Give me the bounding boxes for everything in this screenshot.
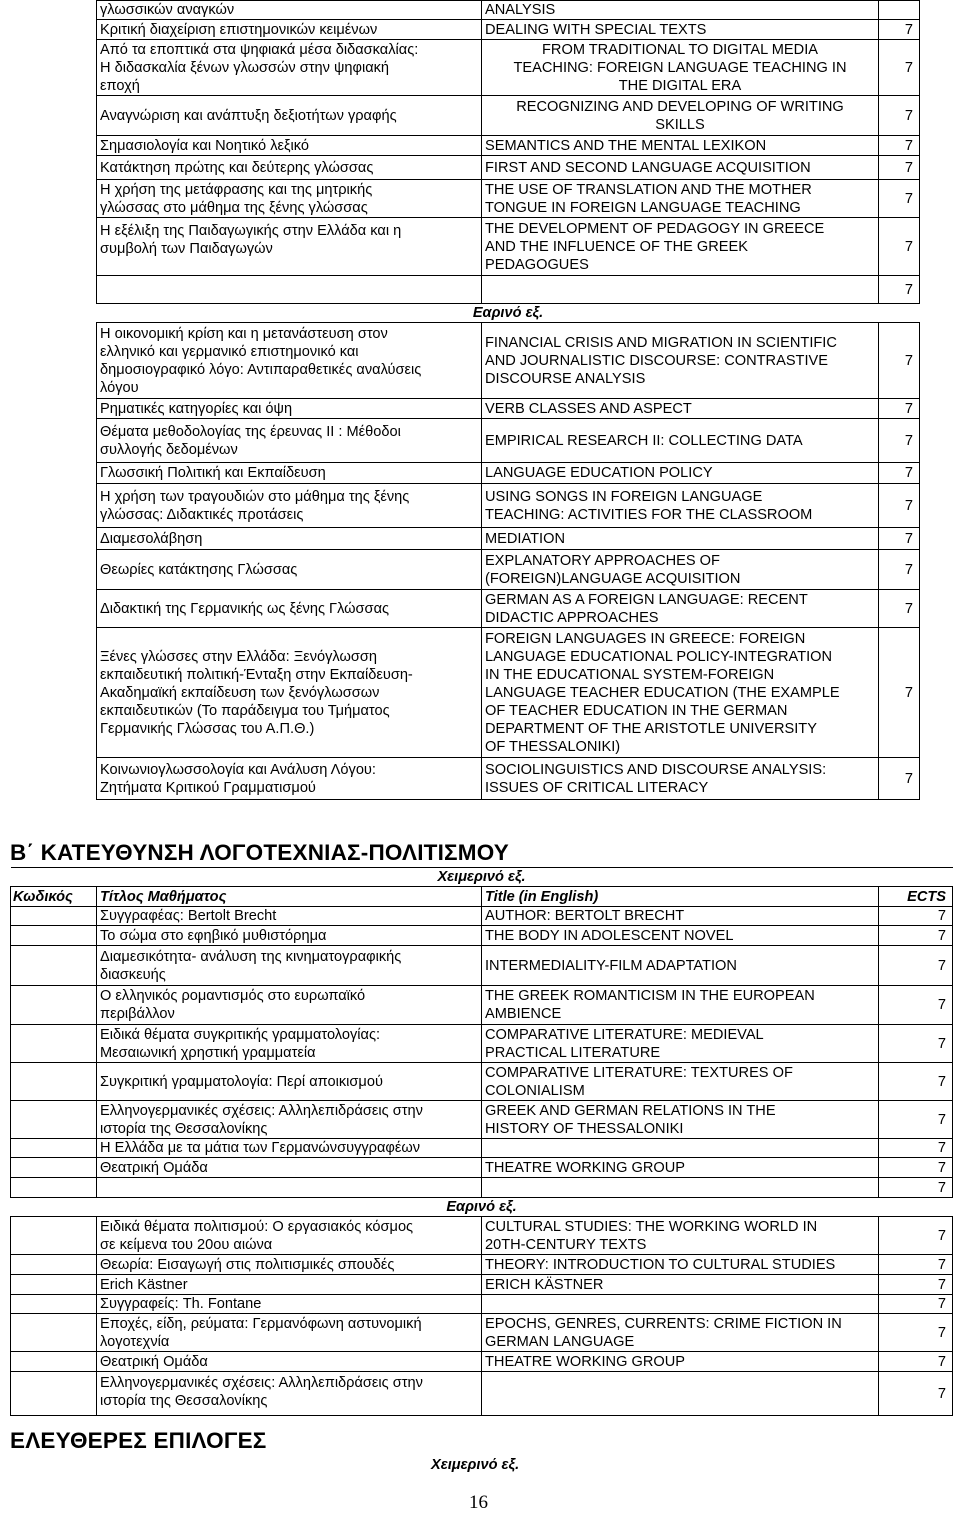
course-title-en: THE GREEK ROMANTICISM IN THE EUROPEAN AMBIENCE — [482, 986, 879, 1025]
course-title-en: USING SONGS IN FOREIGN LANGUAGE TEACHING: ACTIVITIES FOR THE CLASSROOM — [482, 484, 879, 528]
ects-value: 7 — [879, 1101, 953, 1139]
course-title-en: VERB CLASSES AND ASPECT — [482, 399, 879, 419]
ects-value: 7 — [879, 180, 920, 218]
course-title-en: ERICH KÄSTNER — [482, 1275, 879, 1295]
course-table-direction-a — [96, 0, 920, 800]
course-title-gr: Θεωρίες κατάκτησης Γλώσσας — [97, 550, 482, 590]
course-title-en: THE DEVELOPMENT OF PEDAGOGY IN GREECE AND THE INFLUENCE OF THE GREEK PEDAGOGUES — [482, 218, 879, 276]
ects-value: 7 — [879, 1139, 953, 1158]
course-title-gr: Το σώμα στο εφηβικό μυθιστόρημα — [97, 926, 482, 946]
ects-value: 7 — [879, 399, 920, 419]
course-code — [11, 1255, 97, 1275]
ects-value: 7 — [879, 419, 920, 463]
course-code — [11, 946, 97, 986]
column-header-code: Κωδικός — [11, 887, 97, 907]
ects-value: 7 — [879, 1255, 953, 1275]
course-code — [11, 1101, 97, 1139]
ects-value: 7 — [879, 96, 920, 136]
table-row — [11, 1139, 953, 1158]
course-title-en: EXPLANATORY APPROACHES OF (FOREIGN)LANGUAGE ACQUISITION — [482, 550, 879, 590]
course-title-gr: Η Ελλάδα με τα μάτια των Γερμανώνσυγγραφέων — [97, 1139, 482, 1158]
course-title-gr: Συγγραφείς: Th. Fontane — [97, 1295, 482, 1314]
course-title-gr: Διδακτική της Γερμανικής ως ξένης Γλώσσας — [97, 590, 482, 628]
table-row — [11, 986, 953, 1025]
course-code — [11, 1178, 97, 1198]
course-title-en: THE USE OF TRANSLATION AND THE MOTHER TONGUE IN FOREIGN LANGUAGE TEACHING — [482, 180, 879, 218]
course-title-gr: Η χρήση της μετάφρασης και της μητρικής γλώσσας στο μάθημα της ξένης γλώσσας — [97, 180, 482, 218]
course-code — [11, 1275, 97, 1295]
table-row — [97, 218, 920, 276]
ects-value: 7 — [879, 20, 920, 40]
table-row — [97, 136, 920, 156]
ects-value: 7 — [879, 136, 920, 156]
course-title-gr: Εποχές, είδη, ρεύματα: Γερμανόφωνη αστυνομική λογοτεχνία — [97, 1314, 482, 1352]
table-row — [97, 590, 920, 628]
ects-value: 7 — [879, 40, 920, 96]
table-row — [97, 20, 920, 40]
ects-value: 7 — [879, 986, 953, 1025]
course-title-en: SOCIOLINGUISTICS AND DISCOURSE ANALYSIS: ISSUES OF CRITICAL LITERACY — [482, 758, 879, 800]
course-title-gr — [97, 1178, 482, 1198]
ects-value: 7 — [879, 1275, 953, 1295]
ects-value: 7 — [879, 1352, 953, 1372]
course-title-en: CULTURAL STUDIES: THE WORKING WORLD IN 20TH-CENTURY TEXTS — [482, 1217, 879, 1255]
course-title-gr: Από τα εποπτικά στα ψηφιακά μέσα διδασκαλίας: Η διδασκαλία ξένων γλωσσών στην ψηφιακή εποχή — [97, 40, 482, 96]
course-code — [11, 1372, 97, 1416]
ects-value: 7 — [879, 276, 920, 304]
ects-value: 7 — [879, 463, 920, 484]
ects-value: 7 — [879, 484, 920, 528]
course-code — [11, 1295, 97, 1314]
page-number: 16 — [469, 1492, 488, 1513]
course-title-gr: Ο ελληνικός ρομαντισμός στο ευρωπαϊκό περιβάλλον — [97, 986, 482, 1025]
table-row — [11, 946, 953, 986]
course-title-en: GERMAN AS A FOREIGN LANGUAGE: RECENT DIDACTIC APPROACHES — [482, 590, 879, 628]
ects-value: 7 — [879, 1025, 953, 1063]
course-title-en: FINANCIAL CRISIS AND MIGRATION IN SCIENTIFIC AND JOURNALISTIC DISCOURSE: CONTRASTIVE DISCOURSE ANALYSIS — [482, 323, 879, 399]
table-row — [97, 40, 920, 96]
table-row — [11, 1178, 953, 1198]
course-title-en: EPOCHS, GENRES, CURRENTS: CRIME FICTION IN GERMAN LANGUAGE — [482, 1314, 879, 1352]
course-title-en: THEATRE WORKING GROUP — [482, 1352, 879, 1372]
table-row — [11, 1372, 953, 1416]
course-title-gr: Διαμεσολάβηση — [97, 528, 482, 550]
table-row — [11, 1217, 953, 1255]
course-title-en — [482, 276, 879, 304]
ects-value: 7 — [879, 628, 920, 758]
semester-label: Εαρινό εξ. — [11, 1198, 953, 1217]
semester-label: Εαρινό εξ. — [97, 304, 920, 323]
course-title-gr: Θέματα μεθοδολογίας της έρευνας ΙΙ : Μέθοδοι συλλογής δεδομένων — [97, 419, 482, 463]
table-row — [97, 399, 920, 419]
table-row — [11, 926, 953, 946]
ects-value — [879, 1, 920, 20]
table-row — [11, 1255, 953, 1275]
course-title-en: ANALYSIS — [482, 1, 879, 20]
course-title-gr: Erich Kästner — [97, 1275, 482, 1295]
course-title-en: GREEK AND GERMAN RELATIONS IN THE HISTORY OF THESSALONIKI — [482, 1101, 879, 1139]
course-title-gr: Συγκριτική γραμματολογία: Περί αποικισμού — [97, 1063, 482, 1101]
course-title-gr: Η χρήση των τραγουδιών στο μάθημα της ξένης γλώσσας: Διδακτικές προτάσεις — [97, 484, 482, 528]
table-row — [11, 1352, 953, 1372]
course-title-gr: Σημασιολογία και Νοητικό λεξικό — [97, 136, 482, 156]
course-title-gr: Κατάκτηση πρώτης και δεύτερης γλώσσας — [97, 156, 482, 180]
course-title-en — [482, 1295, 879, 1314]
course-title-gr — [97, 276, 482, 304]
course-title-gr: Ρηματικές κατηγορίες και όψη — [97, 399, 482, 419]
course-title-gr: Ειδικά θέματα πολιτισμού: Ο εργασιακός κόσμος σε κείμενα του 20ου αιώνα — [97, 1217, 482, 1255]
course-title-en: AUTHOR: BERTOLT BRECHT — [482, 907, 879, 926]
table-row — [97, 628, 920, 758]
ects-value: 7 — [879, 1372, 953, 1416]
ects-value: 7 — [879, 1295, 953, 1314]
table-row — [11, 1314, 953, 1352]
ects-value: 7 — [879, 1217, 953, 1255]
semester-row — [11, 1198, 953, 1217]
table-row — [97, 180, 920, 218]
course-title-gr: Θεατρική Ομάδα — [97, 1158, 482, 1178]
table-row — [11, 1063, 953, 1101]
course-code — [11, 1063, 97, 1101]
course-code — [11, 1217, 97, 1255]
course-title-gr: Κοινωνιογλωσσολογία και Ανάλυση Λόγου: Ζητήματα Κριτικού Γραμματισμού — [97, 758, 482, 800]
course-title-gr: γλωσσικών αναγκών — [97, 1, 482, 20]
course-title-gr: Ελληνογερμανικές σχέσεις: Αλληλεπιδράσεις στην ιστορία της Θεσσαλονίκης — [97, 1372, 482, 1416]
table-row — [97, 1, 920, 20]
table-row — [97, 550, 920, 590]
course-title-en: THEATRE WORKING GROUP — [482, 1158, 879, 1178]
table-row — [97, 528, 920, 550]
course-code — [11, 1314, 97, 1352]
column-header-title-gr: Τίτλος Μαθήματος — [97, 887, 482, 907]
ects-value: 7 — [879, 1063, 953, 1101]
ects-value: 7 — [879, 528, 920, 550]
course-title-en: EMPIRICAL RESEARCH II: COLLECTING DATA — [482, 419, 879, 463]
course-title-gr: Κριτική διαχείριση επιστημονικών κειμένων — [97, 20, 482, 40]
section-title-free-electives: ΕΛΕΥΘΕΡΕΣ ΕΠΙΛΟΓΕΣ — [10, 1428, 267, 1453]
table-row — [97, 484, 920, 528]
course-table-direction-b — [10, 867, 953, 1416]
ects-value: 7 — [879, 1158, 953, 1178]
course-title-gr: Ελληνογερμανικές σχέσεις: Αλληλεπιδράσεις στην ιστορία της Θεσσαλονίκης — [97, 1101, 482, 1139]
course-title-en: COMPARATIVE LITERATURE: TEXTURES OF COLONIALISM — [482, 1063, 879, 1101]
ects-value: 7 — [879, 907, 953, 926]
course-title-en: FIRST AND SECOND LANGUAGE ACQUISITION — [482, 156, 879, 180]
column-header-title-en: Title (in English) — [482, 887, 879, 907]
ects-value: 7 — [879, 218, 920, 276]
course-title-en: SEMANTICS AND THE MENTAL LEXIKON — [482, 136, 879, 156]
table-row — [97, 463, 920, 484]
ects-value: 7 — [879, 550, 920, 590]
course-code — [11, 1352, 97, 1372]
table-row — [11, 1101, 953, 1139]
course-title-gr: Η οικονομική κρίση και η μετανάστευση στον ελληνικό και γερμανικό επιστημονικό και δημοσιογραφικό λόγο: Αντιπαραθετικές αναλύσεις λόγου — [97, 323, 482, 399]
table-row — [11, 1275, 953, 1295]
ects-value: 7 — [879, 1314, 953, 1352]
table-row — [11, 1025, 953, 1063]
ects-value: 7 — [879, 926, 953, 946]
ects-value: 7 — [879, 758, 920, 800]
course-code — [11, 1139, 97, 1158]
ects-value: 7 — [879, 156, 920, 180]
table-row — [97, 419, 920, 463]
table-row — [97, 156, 920, 180]
course-title-gr: Αναγνώριση και ανάπτυξη δεξιοτήτων γραφής — [97, 96, 482, 136]
course-code — [11, 926, 97, 946]
course-title-en — [482, 1372, 879, 1416]
column-header-ects: ECTS — [879, 887, 953, 907]
course-title-gr: Η εξέλιξη της Παιδαγωγικής στην Ελλάδα και η συμβολή των Παιδαγωγών — [97, 218, 482, 276]
ects-value: 7 — [879, 946, 953, 986]
course-title-en: FROM TRADITIONAL TO DIGITAL MEDIA TEACHING: FOREIGN LANGUAGE TEACHING IN THE DIGITAL ERA — [482, 40, 879, 96]
course-title-en — [482, 1139, 879, 1158]
course-title-en: INTERMEDIALITY-FILM ADAPTATION — [482, 946, 879, 986]
semester-row — [97, 304, 920, 323]
ects-value: 7 — [879, 590, 920, 628]
course-title-gr: Ειδικά θέματα συγκριτικής γραμματολογίας: Μεσαιωνική χρηστική γραμματεία — [97, 1025, 482, 1063]
course-title-en: RECOGNIZING AND DEVELOPING OF WRITING SKILLS — [482, 96, 879, 136]
course-title-en: DEALING WITH SPECIAL TEXTS — [482, 20, 879, 40]
table-row — [97, 96, 920, 136]
semester-label: Χειμερινό εξ. — [11, 868, 953, 887]
course-title-gr: Θεατρική Ομάδα — [97, 1352, 482, 1372]
course-title-en: COMPARATIVE LITERATURE: MEDIEVAL PRACTICAL LITERATURE — [482, 1025, 879, 1063]
course-title-en: FOREIGN LANGUAGES IN GREECE: FOREIGN LANGUAGE EDUCATIONAL POLICY-INTEGRATION IN THE EDUCATIONAL SYSTEM-FOREIGN LANGUAGE TEACHER EDUCATION (THE EXAMPLE OF TEACHER EDUCATION IN THE GERMAN DEPARTMENT OF THE ARISTOTLE UNIVERSITY OF THESSALONIKI) — [482, 628, 879, 758]
semester-label: Χειμερινό εξ. — [431, 1457, 520, 1473]
table-row — [97, 758, 920, 800]
course-title-gr: Συγγραφέας: Bertolt Brecht — [97, 907, 482, 926]
semester-row — [11, 868, 953, 887]
course-code — [11, 986, 97, 1025]
course-code — [11, 1025, 97, 1063]
ects-value: 7 — [879, 323, 920, 399]
table-row — [11, 907, 953, 926]
course-title-gr: Ξένες γλώσσες στην Ελλάδα: Ξενόγλωσση εκπαιδευτική πολιτική-Ένταξη στην Εκπαίδευση- Ακαδημαϊκή εκπαίδευση των ξενόγλωσσων εκπαιδευτικών (Το παράδειγμα του Τμήματος Γερμανικής Γλώσσας του Α.Π.Θ.) — [97, 628, 482, 758]
course-code — [11, 1158, 97, 1178]
course-code — [11, 907, 97, 926]
table-row — [11, 1295, 953, 1314]
table-row — [11, 1158, 953, 1178]
course-title-en: THE BODY IN ADOLESCENT NOVEL — [482, 926, 879, 946]
table-row — [97, 323, 920, 399]
course-title-gr: Γλωσσική Πολιτική και Εκπαίδευση — [97, 463, 482, 484]
course-title-en: LANGUAGE EDUCATION POLICY — [482, 463, 879, 484]
course-title-en: THEORY: INTRODUCTION TO CULTURAL STUDIES — [482, 1255, 879, 1275]
ects-value: 7 — [879, 1178, 953, 1198]
course-title-gr: Διαμεσικότητα- ανάλυση της κινηματογραφικής διασκευής — [97, 946, 482, 986]
table-header-row — [11, 887, 953, 907]
course-title-gr: Θεωρία: Εισαγωγή στις πολιτισμικές σπουδές — [97, 1255, 482, 1275]
table-row — [97, 276, 920, 304]
course-title-en: MEDIATION — [482, 528, 879, 550]
course-title-en — [482, 1178, 879, 1198]
section-title-direction-b: Β΄ ΚΑΤΕΥΘΥΝΣΗ ΛΟΓΟΤΕΧΝΙΑΣ-ΠΟΛΙΤΙΣΜΟΥ — [10, 840, 509, 865]
